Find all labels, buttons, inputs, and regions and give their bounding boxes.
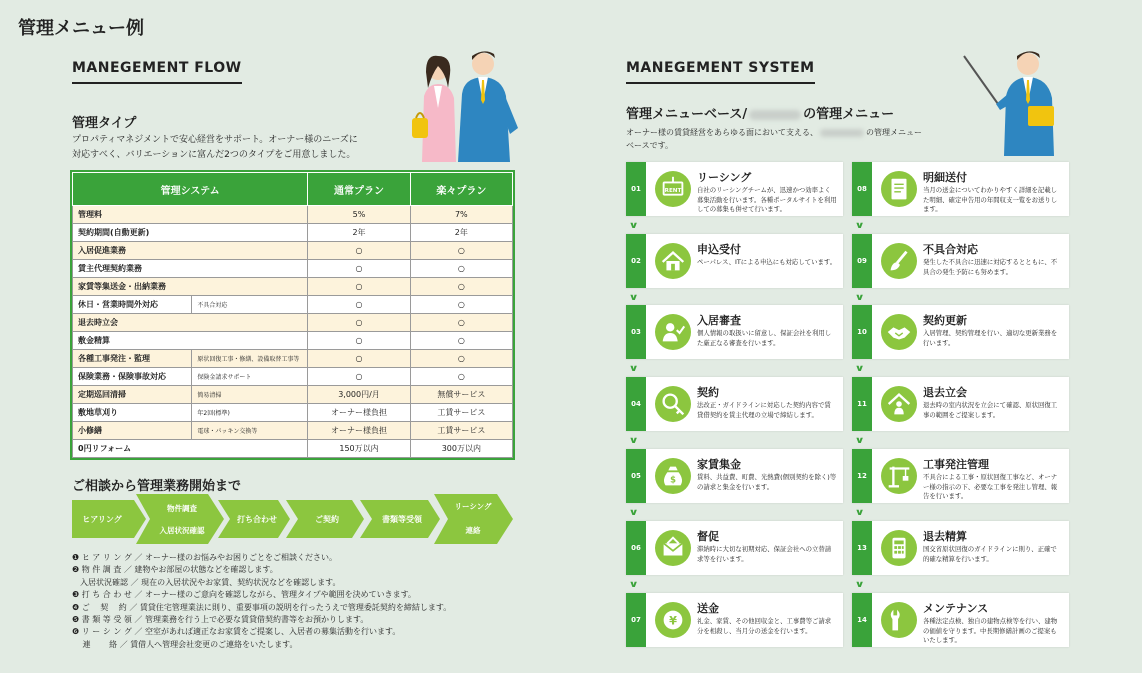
document-icon: [881, 171, 917, 207]
table-row: [73, 368, 513, 386]
flow-step-label: 打ち合わせ: [237, 515, 277, 524]
calculator-icon: [881, 530, 917, 566]
menu-card-number: 13: [852, 521, 872, 575]
menu-card-title: 申込受付: [697, 243, 741, 256]
menu-card-number: 11: [852, 377, 872, 431]
flow-arrow-bar: [72, 494, 513, 544]
menu-card-title: メンテナンス: [923, 602, 989, 615]
menu-card: [852, 377, 1069, 431]
menu-card-title: リーシング: [697, 171, 752, 184]
crane-icon: [881, 458, 917, 494]
table-cell: 工賃サービス: [410, 404, 512, 422]
flow-step-label: 物件調査: [167, 504, 197, 513]
chevron-down-icon: ∨: [628, 436, 639, 446]
flow-step-text: 連 絡 ／ 賃借人へ管理会社変更のご連絡をいたします。: [72, 639, 298, 649]
column-header: 通常プラン: [308, 173, 410, 206]
menu-card-description: 不具合による工事・原状回復工事など、オーナー様の指示の下、必要な工事を発注し管理、報告を行います。: [923, 473, 1058, 500]
chevron-down-icon: ∨: [628, 508, 639, 518]
menu-card: [626, 377, 843, 431]
menu-card-title: 退去精算: [923, 530, 967, 543]
table-cell: 家賃等集送金・出納業務: [73, 278, 308, 296]
yen-coin-icon: [655, 602, 691, 638]
flow-step-label: ご契約: [315, 515, 339, 524]
redacted-name: [820, 129, 864, 137]
menu-card: [626, 521, 843, 575]
menu-card-number: 04: [626, 377, 646, 431]
table-cell: ○: [410, 314, 512, 332]
svg-text:$: $: [670, 474, 676, 485]
table-cell: 保険金請求サポート: [192, 368, 308, 386]
column-header: 楽々プラン: [410, 173, 512, 206]
menu-card: [852, 521, 1069, 575]
table-row: [73, 350, 513, 368]
plan-comparison-table: [72, 172, 513, 458]
page-title: 管理メニュー例: [18, 18, 144, 39]
table-cell: 工賃サービス: [410, 422, 512, 440]
table-cell: 2年: [410, 224, 512, 242]
column-header: 管理システム: [73, 173, 308, 206]
table-cell: ○: [410, 368, 512, 386]
table-cell: ○: [308, 332, 410, 350]
chevron-down-icon: ∨: [854, 508, 865, 518]
menu-card-description: 法改正・ガイドラインに対応した契約内容で賃貸借契約を賃主代理の立場で締結します。: [697, 401, 831, 419]
wrench-icon: [881, 602, 917, 638]
table-cell: 管理料: [73, 206, 308, 224]
menu-card: [852, 305, 1069, 359]
table-cell: ○: [410, 260, 512, 278]
table-cell: 契約期間(自動更新): [73, 224, 308, 242]
key-icon: [655, 386, 691, 422]
menu-card-title: 契約更新: [923, 314, 967, 327]
brush-icon: [881, 243, 917, 279]
menu-card-title: 明細送付: [923, 171, 967, 184]
menu-card-description: 賃料、共益費、町費、光熱費(個別契約を除く)等の請求と集金を行います。: [697, 473, 837, 491]
money-bag-icon: [655, 458, 691, 494]
menu-card-description: 発生した不具合に迅速に対応するとともに、不具合の発生予防にも努めます。: [923, 258, 1058, 276]
table-cell: 敷地草刈り: [73, 404, 192, 422]
menu-card-title: 送金: [697, 602, 719, 615]
flow-step-label: 書類等受領: [382, 515, 422, 524]
flow-step-text: 入居状況確認 ／ 現在の入居状況やお家賃、契約状況などを確認します。: [72, 577, 341, 587]
envelope-icon: [655, 530, 691, 566]
table-cell: 原状回復工事・修繕、設備取替工事等: [192, 350, 308, 368]
table-cell: ○: [410, 350, 512, 368]
flow-heading: MANEGEMENT FLOW: [72, 60, 242, 84]
plan-type-title: 管理タイプ: [72, 116, 137, 131]
flow-step-label: 入居状況確認: [159, 526, 205, 535]
table-row: [73, 440, 513, 458]
table-cell: 退去時立会: [73, 314, 308, 332]
flow-step-list: [72, 552, 513, 651]
svg-text:¥: ¥: [669, 614, 677, 628]
menu-card: [852, 234, 1069, 288]
table-row: [73, 332, 513, 350]
svg-text:RENT: RENT: [664, 187, 682, 194]
chevron-down-icon: ∨: [854, 364, 865, 374]
menu-card-description: 個人情報の取扱いに留意し、保証会社を利用した厳正なる審査を行います。: [697, 329, 832, 347]
table-row: [73, 422, 513, 440]
table-cell: ○: [410, 296, 512, 314]
chevron-down-icon: ∨: [628, 293, 639, 303]
menu-card-title: 退去立会: [923, 386, 967, 399]
menu-card-title: 督促: [697, 530, 719, 543]
menu-card-description: 当月の送金についてわかりやすく詳細を記載した明細、確定申告用の年間収支一覧をお送りします。: [923, 186, 1058, 213]
table-cell: 定期巡回清掃: [73, 386, 192, 404]
menu-card: [852, 162, 1069, 216]
chevron-down-icon: ∨: [854, 436, 865, 446]
menu-card: [626, 449, 843, 503]
table-row: [73, 224, 513, 242]
menu-card-description: ペーパレス、ITによる申込にも対応しています。: [697, 258, 837, 266]
menu-card: [626, 162, 843, 216]
table-cell: 無償サービス: [410, 386, 512, 404]
menu-card-description: 礼金、家賃、その他回収金と、工事費等ご請求分を相殺し、当月分の送金を行います。: [697, 617, 832, 635]
table-cell: 賃主代理契約業務: [73, 260, 308, 278]
table-cell: 2年: [308, 224, 410, 242]
table-cell: ○: [410, 332, 512, 350]
table-row: [73, 242, 513, 260]
menu-card-number: 05: [626, 449, 646, 503]
chevron-down-icon: ∨: [628, 580, 639, 590]
table-cell: オーナー様負担: [308, 404, 410, 422]
menu-card-title: 工事発注管理: [923, 458, 989, 471]
menu-card-number: 02: [626, 234, 646, 288]
business-people-illustration: [400, 44, 530, 162]
menu-card-description: 自社のリーシングチームが、迅速かつ効率よく募集活動を行います。各種ポータルサイトを利用しての募集も併せて行います。: [697, 186, 837, 213]
table-cell: 0円リフォーム: [73, 440, 308, 458]
person-check-icon: [655, 314, 691, 350]
table-cell: 敷金精算: [73, 332, 308, 350]
table-cell: 小修繕: [73, 422, 192, 440]
plan-type-description: プロパティマネジメントで安心経営をサポート。オーナー様のニーズに 対応すべく、バリエーションに富んだ2つのタイプをご用意しました。: [72, 135, 358, 160]
menu-card-description: 退去時の室内状況を立会にて確認、原状回復工事の範囲をご提案します。: [923, 401, 1058, 419]
flow-arrow-shape: [136, 494, 224, 544]
flow-step-text: ❹ ご 契 約 ／ 賃貸住宅管理業法に則り、重要事項の説明を行ったうえで管理委託契約を締結します。: [72, 602, 452, 612]
table-cell: ○: [308, 368, 410, 386]
menu-card-description: 国交省原状回復のガイドラインに則り、正確で的確な精算を行います。: [923, 545, 1057, 563]
table-cell: ○: [410, 242, 512, 260]
table-row: [73, 260, 513, 278]
flow-step-text: ❸ 打 ち 合 わ せ ／ オーナー様のご意向を確認しながら、管理タイプや範囲を決めていきます。: [72, 590, 416, 600]
system-heading: MANEGEMENT SYSTEM: [626, 60, 815, 84]
menu-card-title: 入居審査: [697, 314, 741, 327]
menu-card-description: 各種法定点検、独自の建物点検等を行い、建物の価値を守ります。中長期修繕計画のご提案もいたします。: [923, 617, 1058, 644]
menu-card-number: 03: [626, 305, 646, 359]
menu-card-title: 家賃集金: [697, 458, 741, 471]
table-row: [73, 278, 513, 296]
system-title: 管理メニューベース/ の管理メニュー: [626, 107, 895, 122]
chevron-down-icon: ∨: [854, 221, 865, 231]
menu-card: [626, 593, 843, 647]
flow-step-label: 連絡: [465, 526, 481, 535]
flow-step-text: ❶ ヒ ア リ ン グ ／ オーナー様のお悩みやお困りごとをご相談ください。: [72, 553, 337, 562]
menu-card-title: 不具合対応: [923, 243, 978, 256]
table-row: [73, 404, 513, 422]
menu-card: [626, 305, 843, 359]
table-cell: ○: [308, 350, 410, 368]
menu-card-description: 滞納時に大切な初期対応、保証会社への立替請求等を行います。: [697, 545, 832, 563]
table-row: [73, 314, 513, 332]
system-description: オーナー様の賃貸経営をあらゆる面において支える、 の管理メニュー ベースです。: [626, 128, 922, 150]
menu-card: [626, 234, 843, 288]
table-cell: ○: [308, 296, 410, 314]
menu-card-number: 09: [852, 234, 872, 288]
menu-card-number: 07: [626, 593, 646, 647]
table-cell: 300万以内: [410, 440, 512, 458]
menu-card: [852, 449, 1069, 503]
chevron-down-icon: ∨: [628, 364, 639, 374]
menu-card-title: 契約: [697, 386, 719, 399]
menu-card-number: 08: [852, 162, 872, 216]
table-cell: 電球・パッキン交換等: [192, 422, 308, 440]
chevron-down-icon: ∨: [854, 580, 865, 590]
flow-step-text: ❺ 書 類 等 受 領 ／ 管理業務を行う上で必要な賃貸借契約書等をお預かりします。: [72, 615, 369, 625]
table-header-row: [73, 173, 513, 206]
table-row: [73, 386, 513, 404]
menu-card: [852, 593, 1069, 647]
table-cell: 保険業務・保険事故対応: [73, 368, 192, 386]
table-cell: 3,000円/月: [308, 386, 410, 404]
table-cell: 7%: [410, 206, 512, 224]
menu-card-number: 12: [852, 449, 872, 503]
table-cell: ○: [308, 242, 410, 260]
chevron-down-icon: ∨: [628, 221, 639, 231]
table-cell: 150万以内: [308, 440, 410, 458]
flow-step-label: リーシング: [454, 502, 492, 511]
table-cell: 不具合対応: [192, 296, 308, 314]
table-cell: ○: [308, 278, 410, 296]
house-icon: [655, 243, 691, 279]
handshake-icon: [881, 314, 917, 350]
menu-card-number: 10: [852, 305, 872, 359]
table-cell: 簡易清掃: [192, 386, 308, 404]
menu-card-number: 06: [626, 521, 646, 575]
table-cell: ○: [308, 314, 410, 332]
table-cell: オーナー様負担: [308, 422, 410, 440]
flow-step-text: ❻ リ ー シ ン グ ／ 空室があれば適正なお家賃をご提案し、入居者の募集活動を行います。: [72, 627, 401, 637]
redacted-name: [749, 110, 801, 120]
table-cell: ○: [308, 260, 410, 278]
table-cell: 各種工事発注・監理: [73, 350, 192, 368]
menu-card-description: 入居管理、契約管理を行い、適切な更新業務を行います。: [923, 329, 1058, 347]
table-cell: ○: [410, 278, 512, 296]
house-person-icon: [881, 386, 917, 422]
table-row: [73, 206, 513, 224]
flow-step-text: ❷ 物 件 調 査 ／ 建物やお部屋の状態などを確認します。: [72, 565, 278, 575]
flow-step-label: ヒアリング: [82, 515, 122, 524]
rent-sign-icon: [655, 171, 691, 207]
menu-card-number: 01: [626, 162, 646, 216]
table-cell: 休日・営業時間外対応: [73, 296, 192, 314]
table-cell: 入居促進業務: [73, 242, 308, 260]
flow-title: ご相談から管理業務開始まで: [72, 479, 242, 494]
table-cell: 5%: [308, 206, 410, 224]
menu-card-number: 14: [852, 593, 872, 647]
chevron-down-icon: ∨: [854, 293, 865, 303]
table-cell: 年2回(標準): [192, 404, 308, 422]
table-row: [73, 296, 513, 314]
